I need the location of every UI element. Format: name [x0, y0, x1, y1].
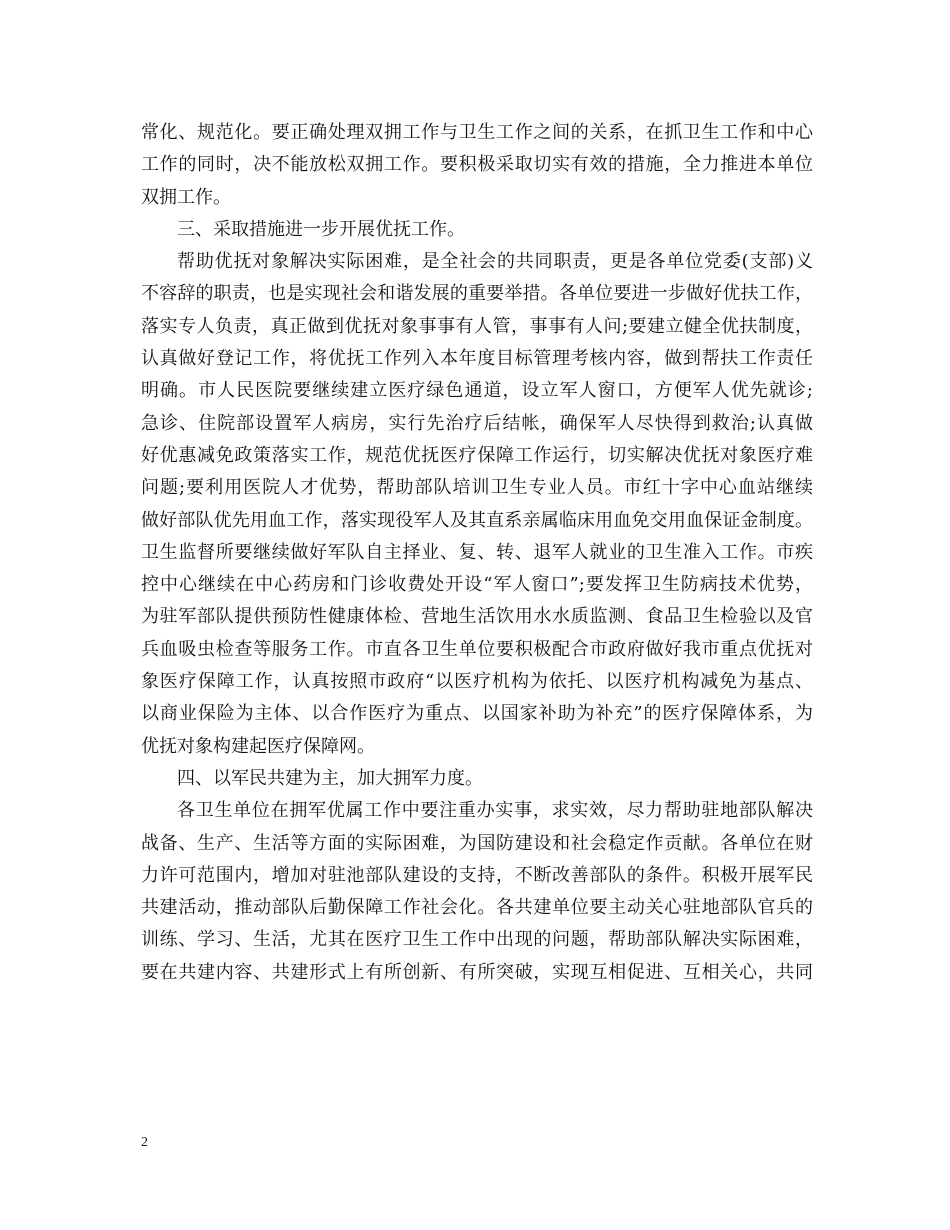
- text-line: 力许可范围内，增加对驻池部队建设的支持，不断改善部队的条件。积极开展军民: [141, 864, 813, 886]
- text-line: 明确。市人民医院要继续建立医疗绿色通道，设立军人窗口，方便军人优先就诊;: [141, 380, 813, 402]
- text-line: 卫生监督所要继续做好军队自主择业、复、转、退军人就业的卫生准入工作。市疾: [141, 541, 813, 563]
- paragraph-first-line: 各卫生单位在拥军优属工作中要注重办实事，求实效，尽力帮助驻地部队解决: [177, 800, 813, 822]
- text-line: 认真做好登记工作，将优抚工作列入本年度目标管理考核内容，做到帮扶工作责任: [141, 348, 813, 370]
- text-line: 双拥工作。: [141, 186, 231, 208]
- paragraph-first-line: 帮助优抚对象解决实际困难，是全社会的共同职责，更是各单位党委(支部)义: [177, 251, 813, 273]
- page-number: 2: [141, 1135, 148, 1150]
- body-text: [141, 117, 813, 989]
- paragraph-first-line: 四、以军民共建为主，加大拥军力度。: [177, 767, 483, 789]
- text-line: 以商业保险为主体、以合作医疗为重点、以国家补助为补充”的医疗保障体系，为: [141, 703, 813, 725]
- text-line: 战备、生产、生活等方面的实际困难，为国防建设和社会稳定作贡献。各单位在财: [141, 832, 813, 854]
- text-line: 落实专人负责，真正做到优抚对象事事有人管，事事有人问;要建立健全优扶制度，: [141, 315, 813, 337]
- text-line: 控中心继续在中心药房和门诊收费处开设“军人窗口”;要发挥卫生防病技术优势，: [141, 574, 813, 596]
- text-line: 要在共建内容、共建形式上有所创新、有所突破，实现互相促进、互相关心，共同: [141, 961, 813, 983]
- text-line: 常化、规范化。要正确处理双拥工作与卫生工作之间的关系，在抓卫生工作和中心: [141, 122, 813, 143]
- text-line: 共建活动，推动部队后勤保障工作社会化。各共建单位要主动关心驻地部队官兵的: [141, 897, 813, 919]
- text-line: 为驻军部队提供预防性健康体检、营地生活饮用水水质监测、食品卫生检验以及官: [141, 606, 813, 628]
- text-line: 好优惠减免政策落实工作，规范优抚医疗保障工作运行，切实解决优抚对象医疗难: [141, 444, 813, 466]
- text-line: 训练、学习、生活，尤其在医疗卫生工作中出现的问题，帮助部队解决实际困难，: [141, 929, 813, 951]
- text-line: 兵血吸虫检查等服务工作。市直各卫生单位要积极配合市政府做好我市重点优抚对: [141, 638, 813, 660]
- text-line: 急诊、住院部设置军人病房，实行先治疗后结帐，确保军人尽快得到救治;认真做: [141, 412, 813, 434]
- text-line: 象医疗保障工作，认真按照市政府“以医疗机构为依托、以医疗机构减免为基点、: [141, 671, 813, 693]
- text-line: 问题;要利用医院人才优势，帮助部队培训卫生专业人员。市红十字中心血站继续: [141, 477, 813, 499]
- text-line: 优抚对象构建起医疗保障网。: [141, 735, 375, 757]
- text-line: 不容辞的职责，也是实现社会和谐发展的重要举措。各单位要进一步做好优扶工作，: [141, 283, 813, 305]
- text-line: 工作的同时，决不能放松双拥工作。要积极采取切实有效的措施，全力推进本单位: [141, 154, 813, 176]
- paragraph-first-line: 三、采取措施进一步开展优抚工作。: [177, 218, 465, 240]
- text-line: 做好部队优先用血工作，落实现役军人及其直系亲属临床用血免交用血保证金制度。: [141, 509, 813, 531]
